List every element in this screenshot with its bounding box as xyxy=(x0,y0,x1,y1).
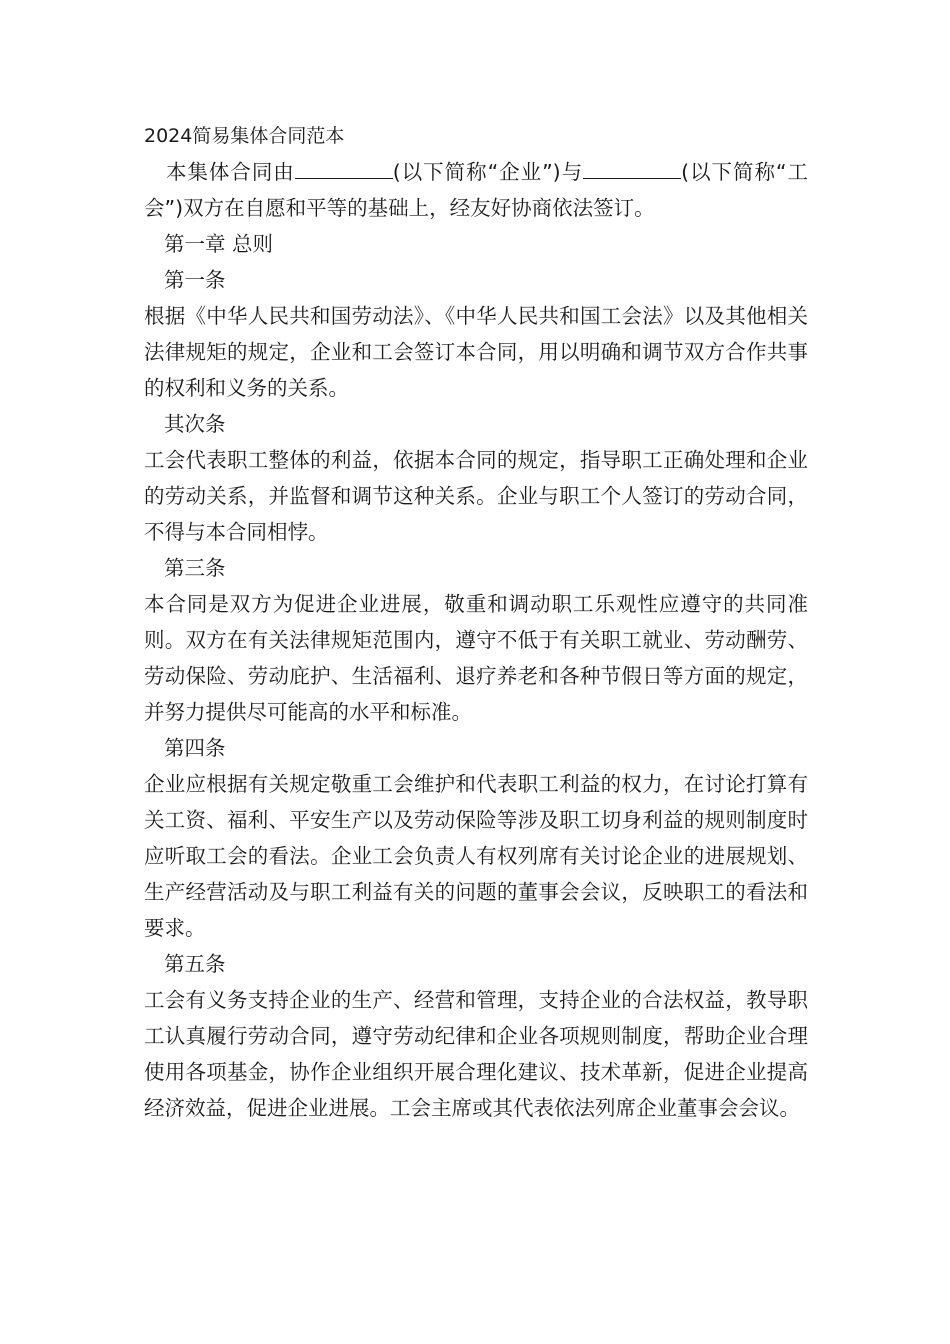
document-title: 2024简易集体合同范本 xyxy=(144,125,345,147)
article-1-text: 根据《中华人民共和国劳动法》、《中华人民共和国工会法》以及其他相关法律规矩的规定，企业和工会签订本合同，用以明确和调节双方合作共事的权利和义务的关系。 xyxy=(144,304,808,400)
article-1-heading: 第一条 xyxy=(164,268,226,292)
intro-paragraph xyxy=(144,154,808,226)
document-page xyxy=(144,118,808,1126)
article-4-text: 企业应根据有关规定敬重工会维护和代表职工利益的权力，在讨论打算有关工资、福利、平安生产以及劳动保险等涉及职工切身利益的规则制度时应听取工会的看法。企业工会负责人有权列席有关讨论企业的进展规划、生产经营活动及与职工利益有关的问题的董事会会议，反映职工的看法和要求。 xyxy=(144,772,808,940)
intro-part-3: (以下简称“工会”)双方在自愿和平等的基础上，经友好协商依法签订。 xyxy=(144,160,808,220)
article-3-heading: 第三条 xyxy=(164,556,226,580)
article-3-text: 本合同是双方为促进企业进展，敬重和调动职工乐观性应遵守的共同准则。双方在有关法律规矩范围内，遵守不低于有关职工就业、劳动酬劳、劳动保险、劳动庇护、生活福利、退疗养老和各种节假日等方面的规定，并努力提供尽可能高的水平和标准。 xyxy=(144,592,808,724)
intro-part-2: (以下简称“企业”)与 xyxy=(392,160,584,184)
article-2-text: 工会代表职工整体的利益，依据本合同的规定，指导职工正确处理和企业的劳动关系，并监督和调节这种关系。企业与职工个人签订的劳动合同，不得与本合同相悖。 xyxy=(144,448,808,544)
article-5-text: 工会有义务支持企业的生产、经营和管理，支持企业的合法权益，教导职工认真履行劳动合同，遵守劳动纪律和企业各项规则制度，帮助企业合理使用各项基金，协作企业组织开展合理化建议、技术革新，促进企业提高经济效益，促进企业进展。工会主席或其代表依法列席企业董事会会议。 xyxy=(144,988,808,1120)
union-name-blank xyxy=(583,160,681,179)
article-4-heading: 第四条 xyxy=(164,736,226,760)
article-2-heading: 其次条 xyxy=(164,412,226,436)
enterprise-name-blank xyxy=(295,160,393,179)
chapter-heading: 第一章 总则 xyxy=(164,232,274,256)
intro-part-1: 本集体合同由 xyxy=(166,160,295,184)
article-5-heading: 第五条 xyxy=(164,952,226,976)
